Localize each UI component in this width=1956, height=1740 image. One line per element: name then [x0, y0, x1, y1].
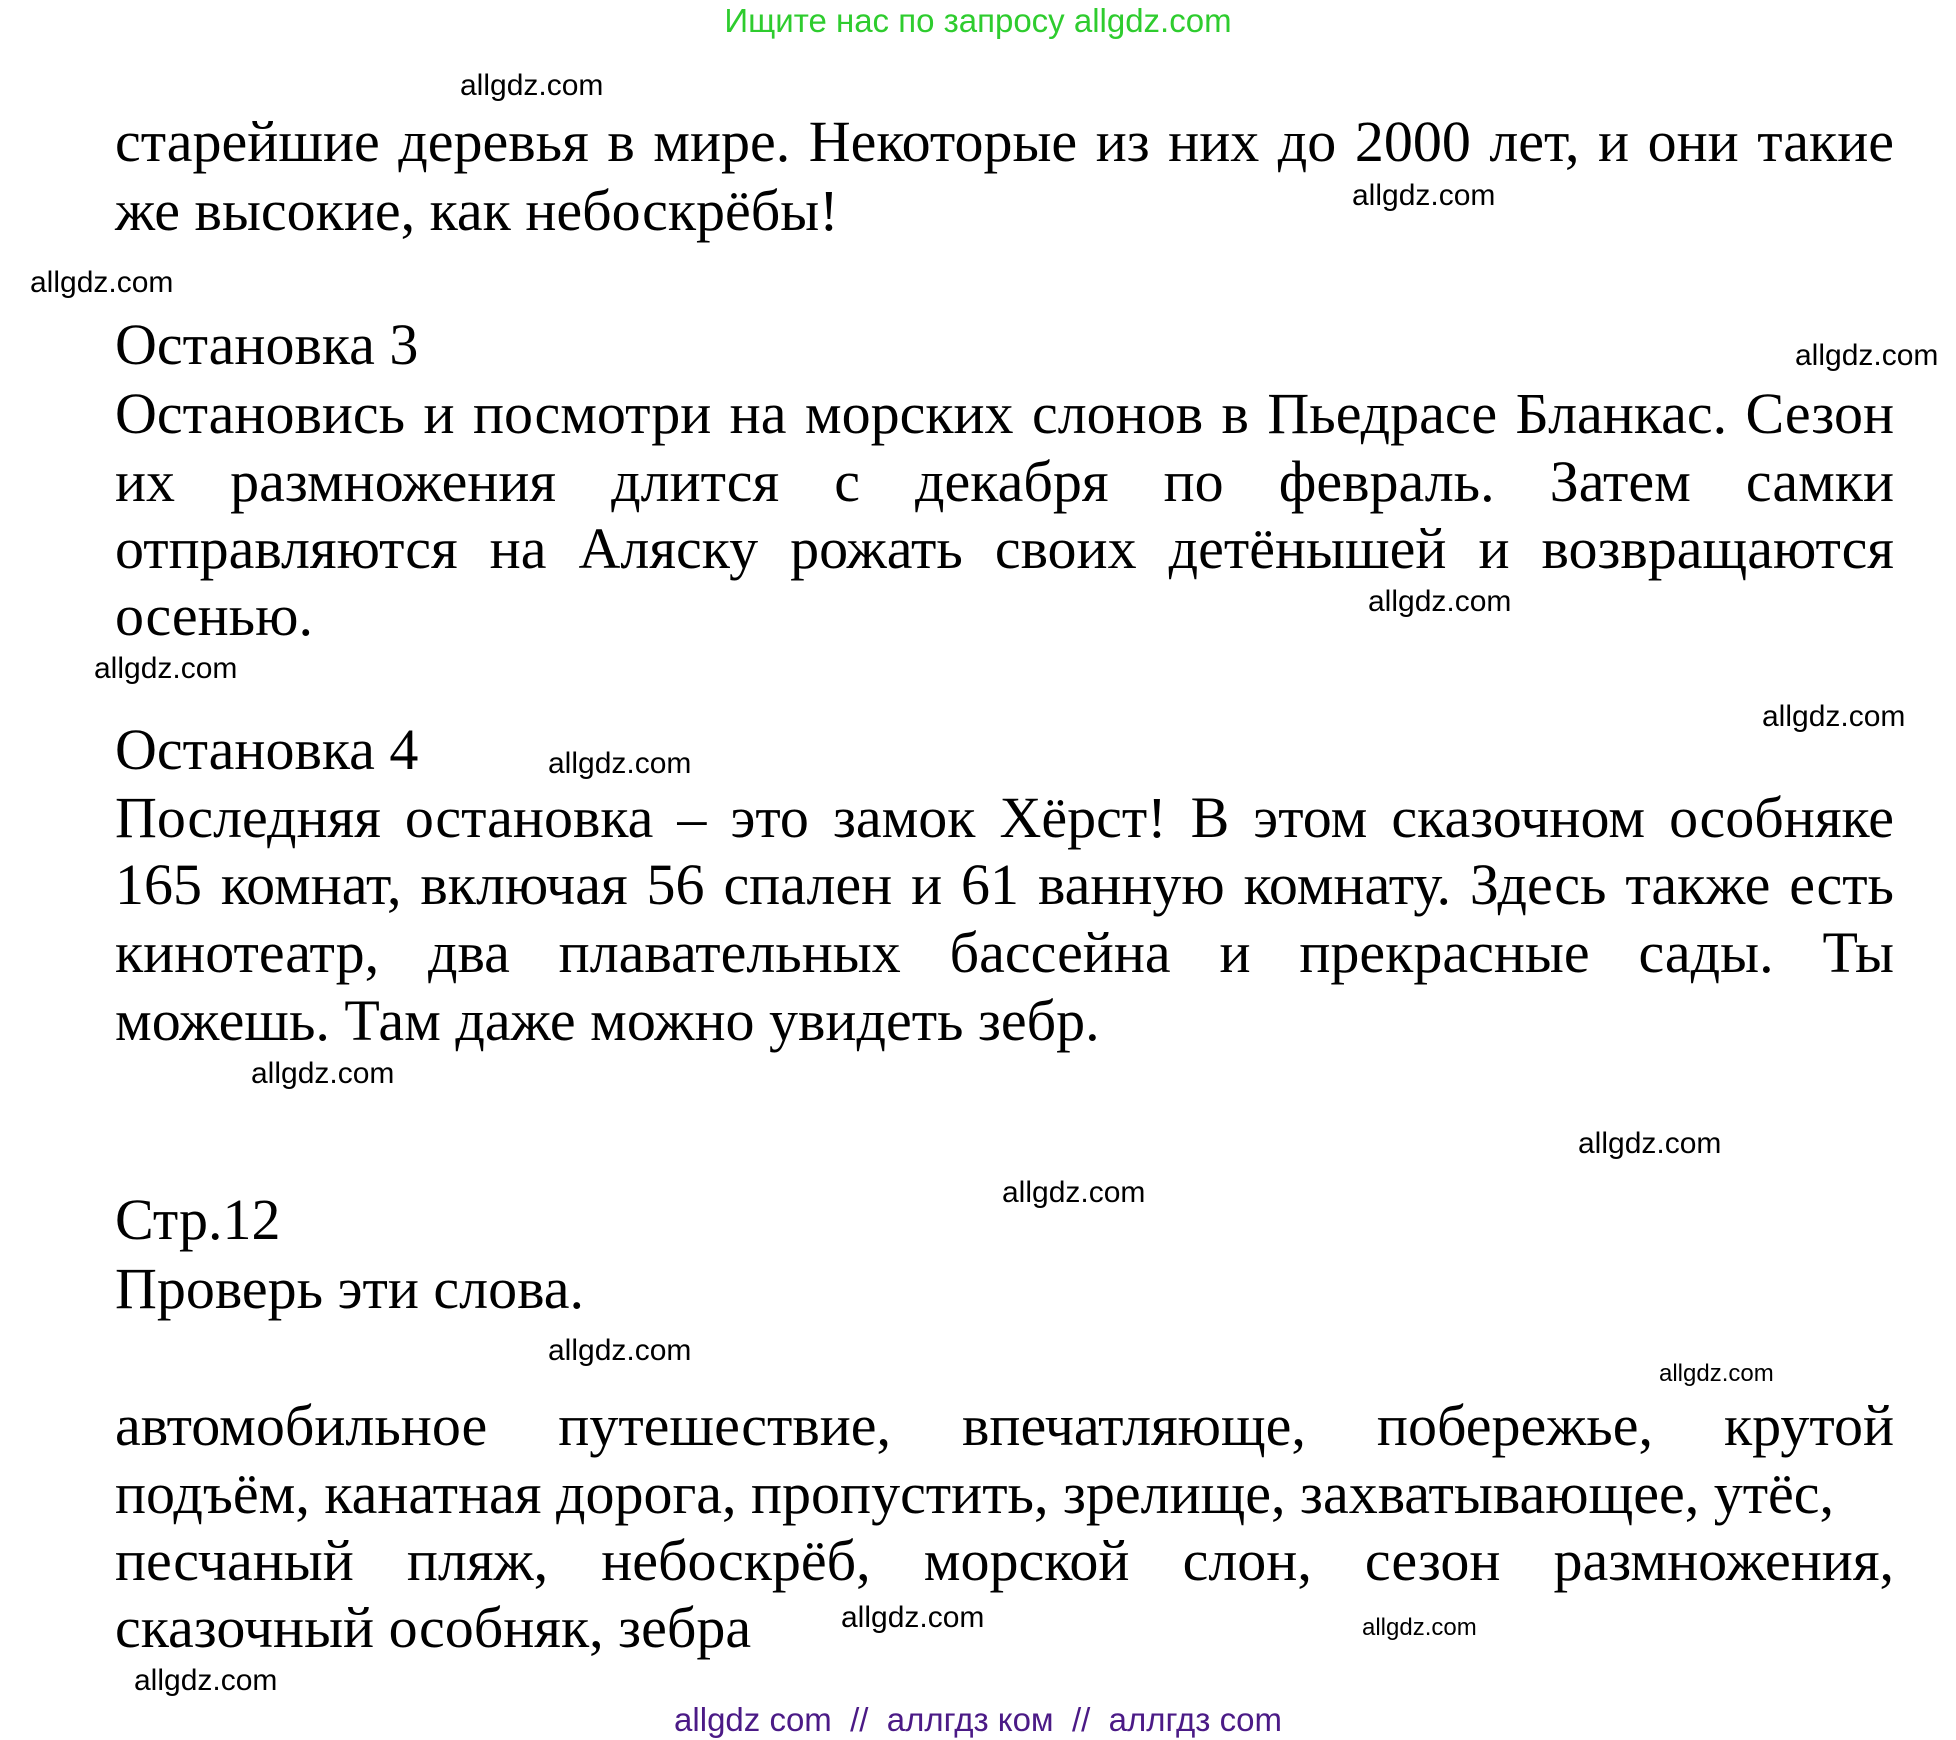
- section-heading-stop-4: Остановка 4: [115, 717, 419, 782]
- text-line: Остановись и посмотри на морских слонов в Пьедрасе Бланкас. Сезон: [115, 381, 1894, 446]
- watermark: allgdz.com: [1795, 339, 1939, 372]
- text-line: осенью.: [115, 583, 313, 648]
- text-line: же высокие, как небоскрёбы!: [115, 178, 839, 243]
- watermark: allgdz.com: [94, 652, 238, 685]
- word-line: автомобильное путешествие, впечатляюще, побережье, крутой: [115, 1393, 1894, 1458]
- section-heading-stop-3: Остановка 3: [115, 312, 419, 377]
- watermark: allgdz.com: [1362, 1614, 1477, 1641]
- word-line: сказочный особняк, зебра: [115, 1595, 752, 1660]
- word-line: подъём, канатная дорога, пропустить, зрелище, захватывающее, утёс,: [115, 1461, 1835, 1526]
- watermark: allgdz.com: [1659, 1360, 1774, 1387]
- footer-links: allgdz com // аллгдз ком // аллгдз com: [674, 1701, 1282, 1738]
- text-line: старейшие деревья в мире. Некоторые из них до 2000 лет, и они такие: [115, 109, 1894, 174]
- watermark: allgdz.com: [548, 1334, 692, 1367]
- watermark: allgdz.com: [841, 1601, 985, 1634]
- watermark: allgdz.com: [460, 69, 604, 102]
- text-line: 165 комнат, включая 56 спален и 61 ванную комнату. Здесь также есть: [115, 852, 1894, 917]
- watermark: allgdz.com: [1578, 1127, 1722, 1160]
- instruction: Проверь эти слова.: [115, 1256, 584, 1321]
- watermark: allgdz.com: [134, 1664, 278, 1697]
- text-line: Последняя остановка – это замок Хёрст! В этом сказочном особняке: [115, 785, 1894, 850]
- text-line: отправляются на Аляску рожать своих детёнышей и возвращаются: [115, 516, 1894, 581]
- watermark: allgdz.com: [251, 1057, 395, 1090]
- watermark: allgdz.com: [1002, 1176, 1146, 1209]
- text-line: можешь. Там даже можно увидеть зебр.: [115, 988, 1100, 1053]
- watermark: allgdz.com: [548, 747, 692, 780]
- watermark: allgdz.com: [1352, 179, 1496, 212]
- text-line: их размножения длится с декабря по февраль. Затем самки: [115, 449, 1894, 514]
- page-heading: Стр.12: [115, 1187, 281, 1252]
- watermark: allgdz.com: [1368, 585, 1512, 618]
- search-banner: Ищите нас по запросу allgdz.com: [724, 2, 1232, 39]
- watermark: allgdz.com: [1762, 700, 1906, 733]
- watermark: allgdz.com: [30, 266, 174, 299]
- text-line: кинотеатр, два плавательных бассейна и прекрасные сады. Ты: [115, 920, 1894, 985]
- word-line: песчаный пляж, небоскрёб, морской слон, сезон размножения,: [115, 1528, 1894, 1593]
